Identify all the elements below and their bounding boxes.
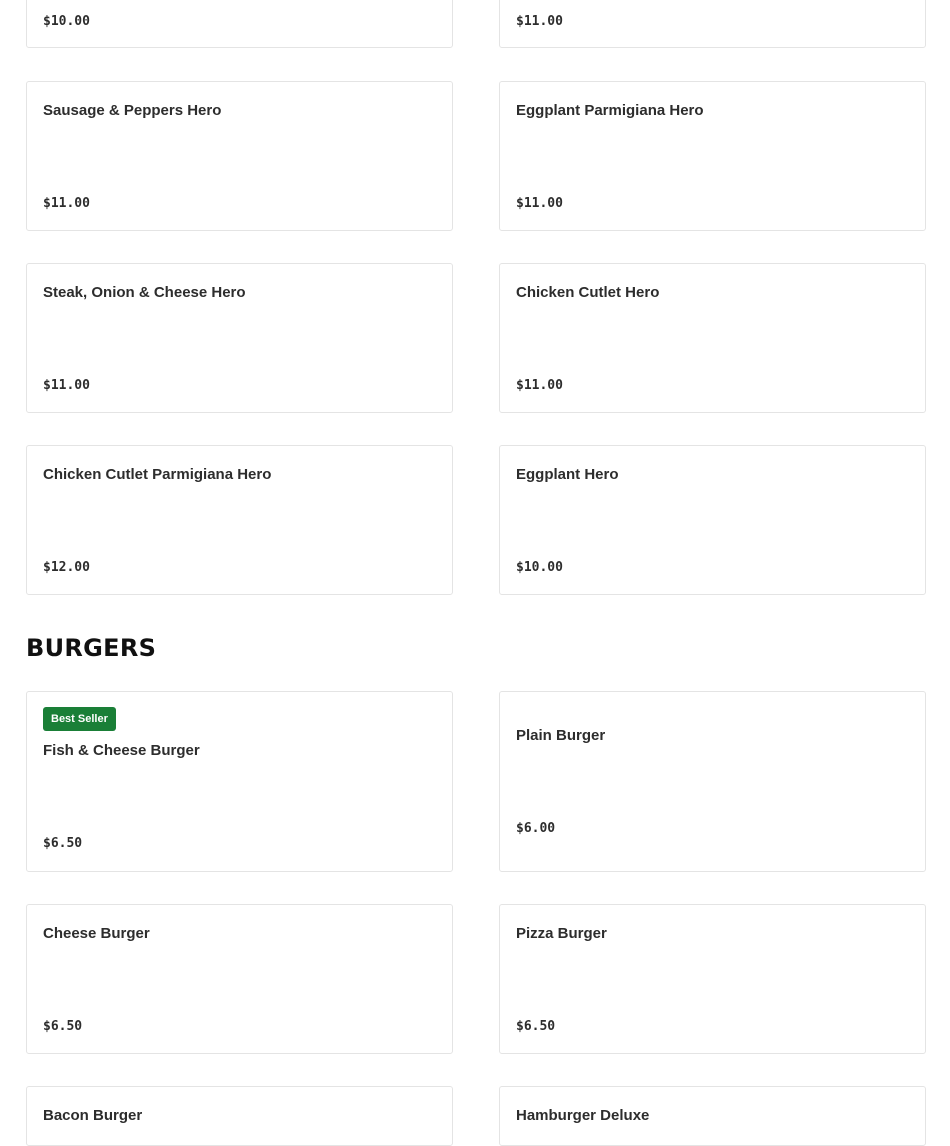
menu-item-card[interactable] [499,904,926,1054]
item-price: $11.00 [516,14,563,29]
menu-item-card[interactable] [26,691,453,872]
menu-item-card[interactable] [26,904,453,1054]
item-name: Fish & Cheese Burger [43,742,200,759]
item-price: $11.00 [516,196,563,211]
item-name: Cheese Burger [43,925,150,942]
menu-item-card[interactable] [499,81,926,231]
item-price: $11.00 [43,378,90,393]
item-name: Bacon Burger [43,1107,143,1124]
menu-item-card[interactable] [499,445,926,595]
item-name: Eggplant Hero [516,466,619,483]
item-price: $10.00 [516,560,563,575]
section-title-burgers: BURGERS [26,634,157,662]
item-name: Pizza Burger [516,925,607,942]
item-price: $6.50 [43,836,83,851]
item-price: $10.00 [43,14,90,29]
item-name: Plain Burger [516,727,606,744]
menu-item-card[interactable] [499,263,926,413]
menu-item-card[interactable] [26,0,453,48]
item-price: $6.50 [43,1019,83,1034]
menu-item-card[interactable] [26,81,453,231]
item-price: $11.00 [43,196,90,211]
item-name: Hamburger Deluxe [516,1107,650,1124]
item-name: Steak, Onion & Cheese Hero [43,284,246,301]
menu-item-card[interactable] [26,1086,453,1146]
item-name: Chicken Cutlet Hero [516,284,660,301]
item-name: Chicken Cutlet Parmigiana Hero [43,466,272,483]
menu-item-card[interactable] [499,1086,926,1146]
item-price: $6.00 [516,821,556,836]
menu-item-card[interactable] [26,263,453,413]
item-name: Sausage & Peppers Hero [43,102,222,119]
item-name: Eggplant Parmigiana Hero [516,102,704,119]
menu-item-card[interactable] [26,445,453,595]
item-price: $12.00 [43,560,90,575]
menu-item-card[interactable] [499,691,926,872]
best-seller-badge: Best Seller [43,707,116,731]
item-price: $11.00 [516,378,563,393]
item-price: $6.50 [516,1019,556,1034]
menu-item-card[interactable] [499,0,926,48]
